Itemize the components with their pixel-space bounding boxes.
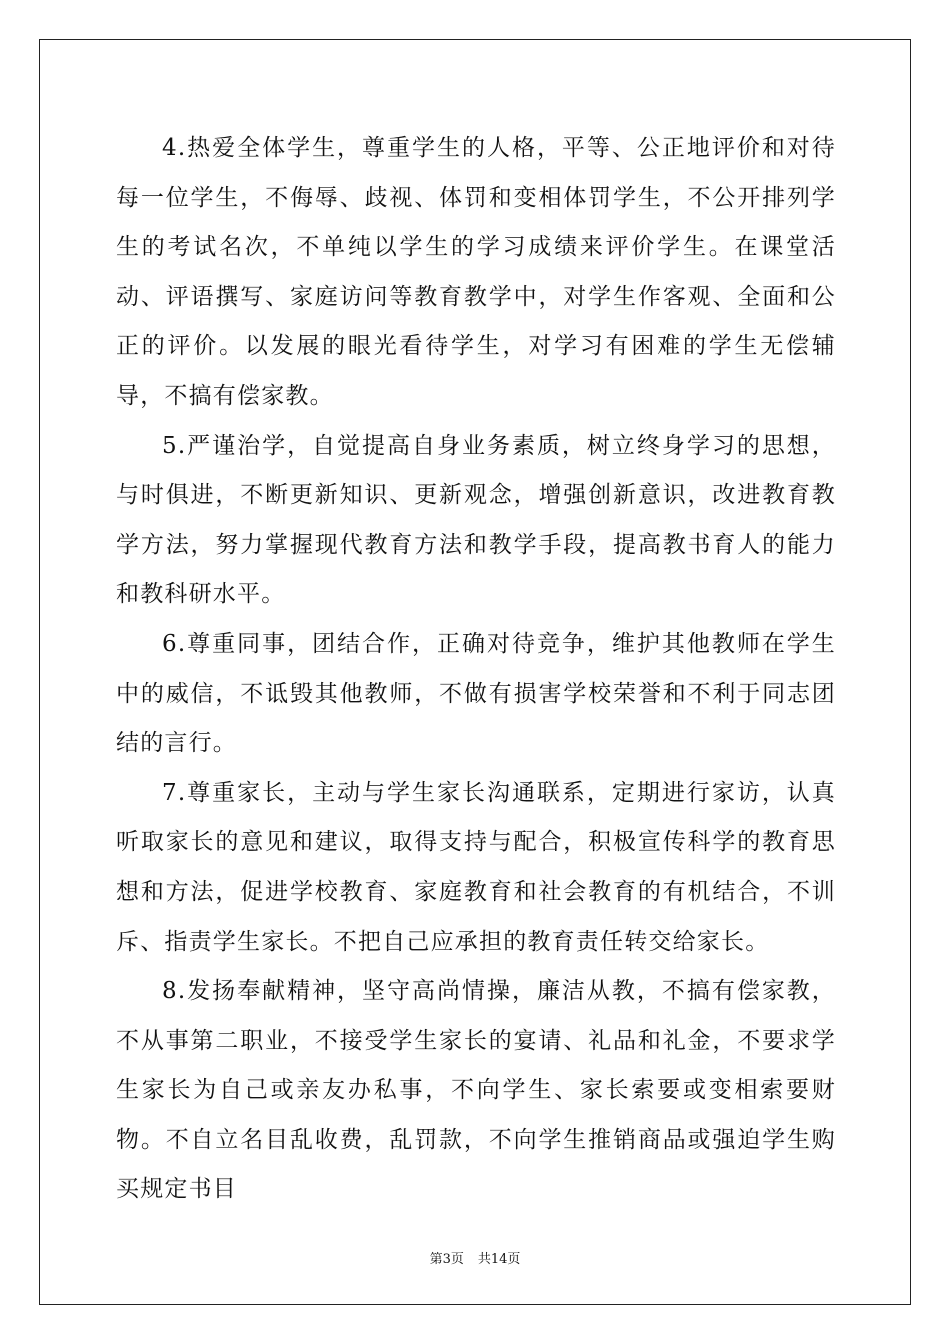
document-body: [116, 124, 836, 1215]
paragraph-item-6: 6.尊重同事，团结合作，正确对待竞争，维护其他教师在学生中的威信，不诋毁其他教师，不做有损害学校荣誉和不利于同志团结的言行。: [116, 630, 836, 757]
paragraph-item-5: 5.严谨治学，自觉提高自身业务素质，树立终身学习的思想，与时俱进，不断更新知识、更新观念，增强创新意识，改进教育教学方法，努力掌握现代教育方法和教学手段，提高教书育人的能力和教科研水平。: [116, 432, 836, 608]
paragraph-item-7: 7.尊重家长，主动与学生家长沟通联系，定期进行家访，认真听取家长的意见和建议，取得支持与配合，积极宣传科学的教育思想和方法，促进学校教育、家庭教育和社会教育的有机结合，不训斥、指责学生家长。不把自己应承担的教育责任转交给家长。: [116, 779, 836, 955]
paragraph-item-8: 8.发扬奉献精神，坚守高尚情操，廉洁从教，不搞有偿家教，不从事第二职业，不接受学生家长的宴请、礼品和礼金，不要求学生家长为自己或亲友办私事，不向学生、家长索要或变相索要财物。不自立名目乱收费，乱罚款，不向学生推销商品或强迫学生购买规定书目: [116, 978, 836, 1203]
page-total: 共14页: [477, 1252, 521, 1267]
paragraph-item-4: 4.热爱全体学生，尊重学生的人格，平等、公正地评价和对待每一位学生，不侮辱、歧视、体罚和变相体罚学生，不公开排列学生的考试名次，不单纯以学生的学习成绩来评价学生。在课堂活动、评语撰写、家庭访问等教育教学中，对学生作客观、全面和公正的评价。以发展的眼光看待学生，对学习有困难的学生无偿辅导，不搞有偿家教。: [116, 135, 836, 409]
page-number: 第3页: [429, 1252, 464, 1267]
page-footer: [0, 1248, 950, 1267]
